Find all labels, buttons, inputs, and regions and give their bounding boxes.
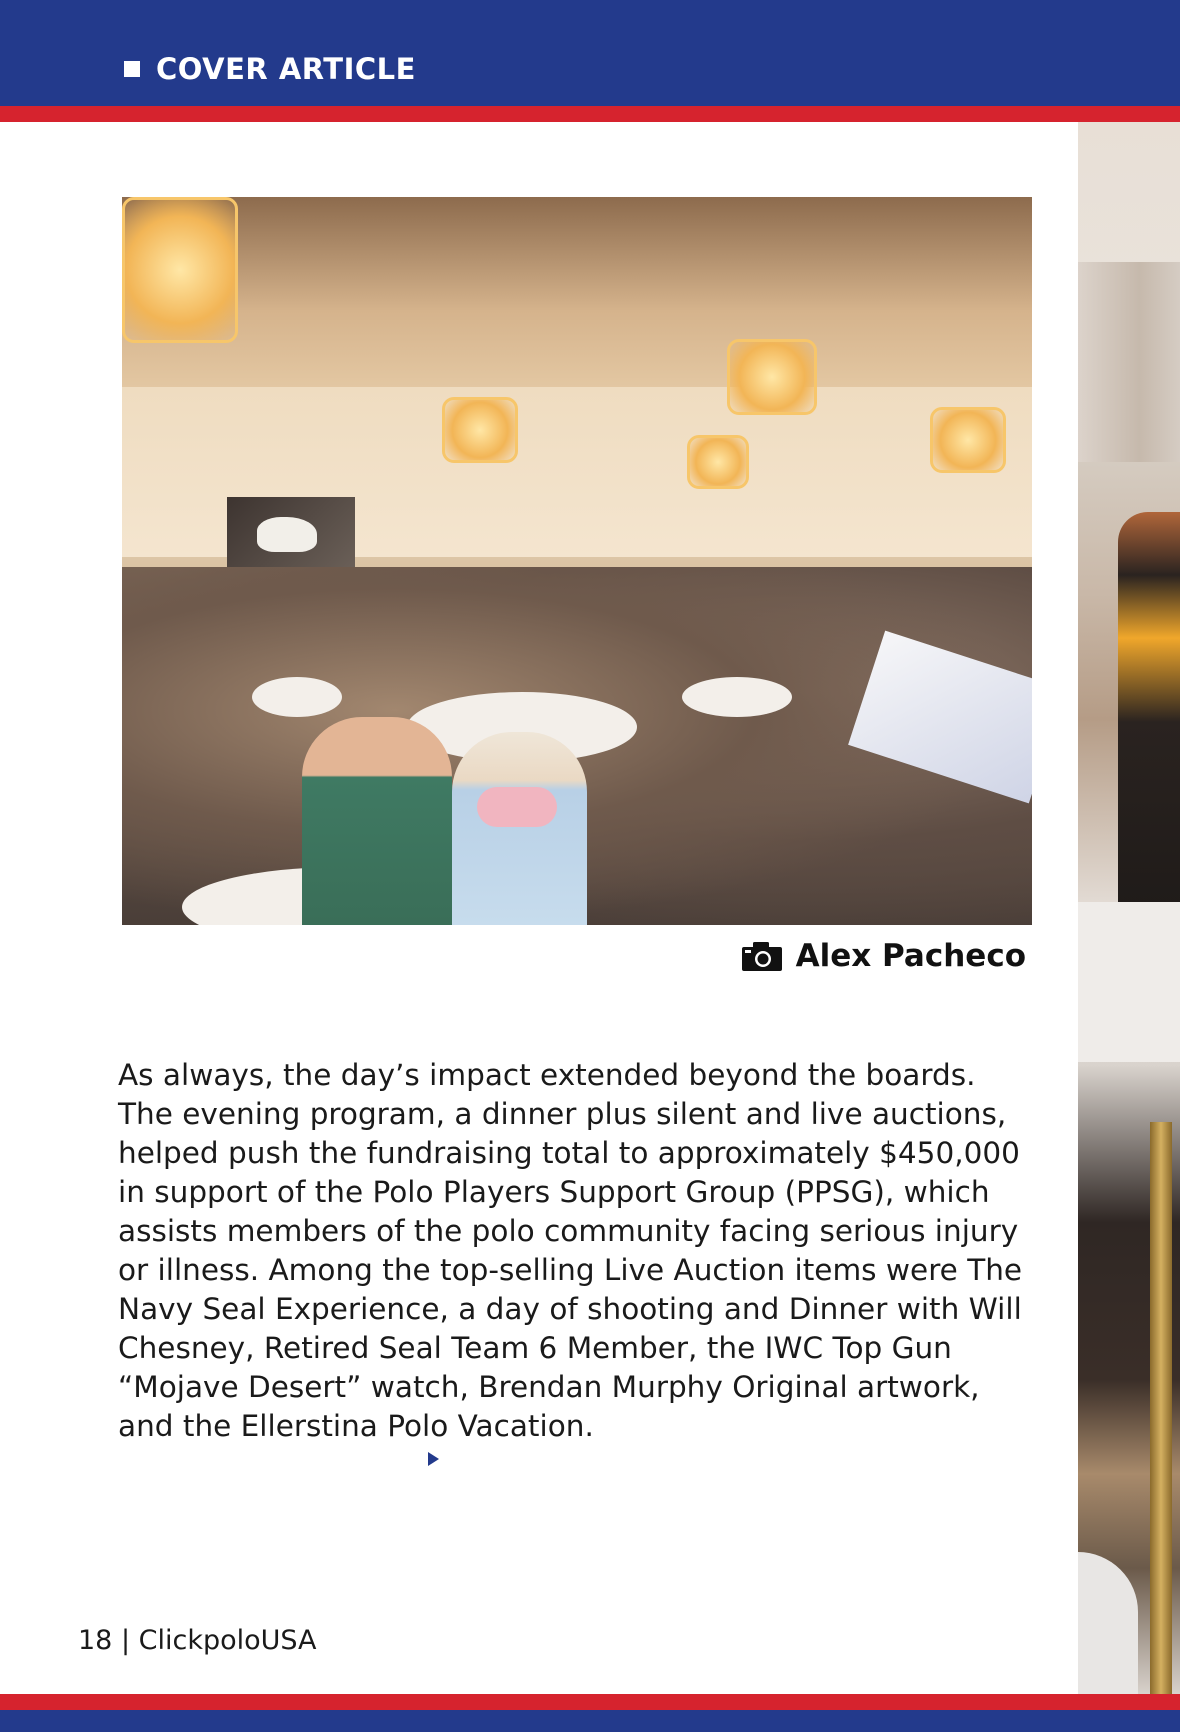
article-body: As always, the day’s impact extended beyond the boards. The evening program, a dinner plus silent and live auctions, helped push the fundraising total to approximately $450,000 in support of the Polo Players Support Group (PPSG), which assists members of the polo community facing serious injury or illness. Among the top-selling Live Auction items were The Navy Seal Experience, a day of shooting and Dinner with Will Chesney, Retired Seal Team 6 Member, the IWC Top Gun “Mojave Desert” watch, Brendan Murphy Original artwork, and the Ellerstina Polo Vacation. [118, 1058, 1023, 1443]
section-label-text: COVER ARTICLE [156, 52, 416, 86]
camera-icon [742, 941, 782, 971]
photo-credit [742, 938, 1026, 974]
adjacent-page-photo [1078, 122, 1180, 1694]
footer-red-stripe [0, 1694, 1180, 1710]
continue-arrow-icon [428, 1452, 439, 1466]
footer-bar [0, 1710, 1180, 1732]
photo-credit-name: Alex Pacheco [795, 938, 1026, 974]
event-photo [122, 197, 1032, 925]
section-label [124, 52, 416, 86]
square-bullet-icon [124, 61, 140, 77]
header-red-stripe [0, 106, 1180, 122]
page-footer: 18 | ClickpoloUSA [78, 1625, 317, 1656]
